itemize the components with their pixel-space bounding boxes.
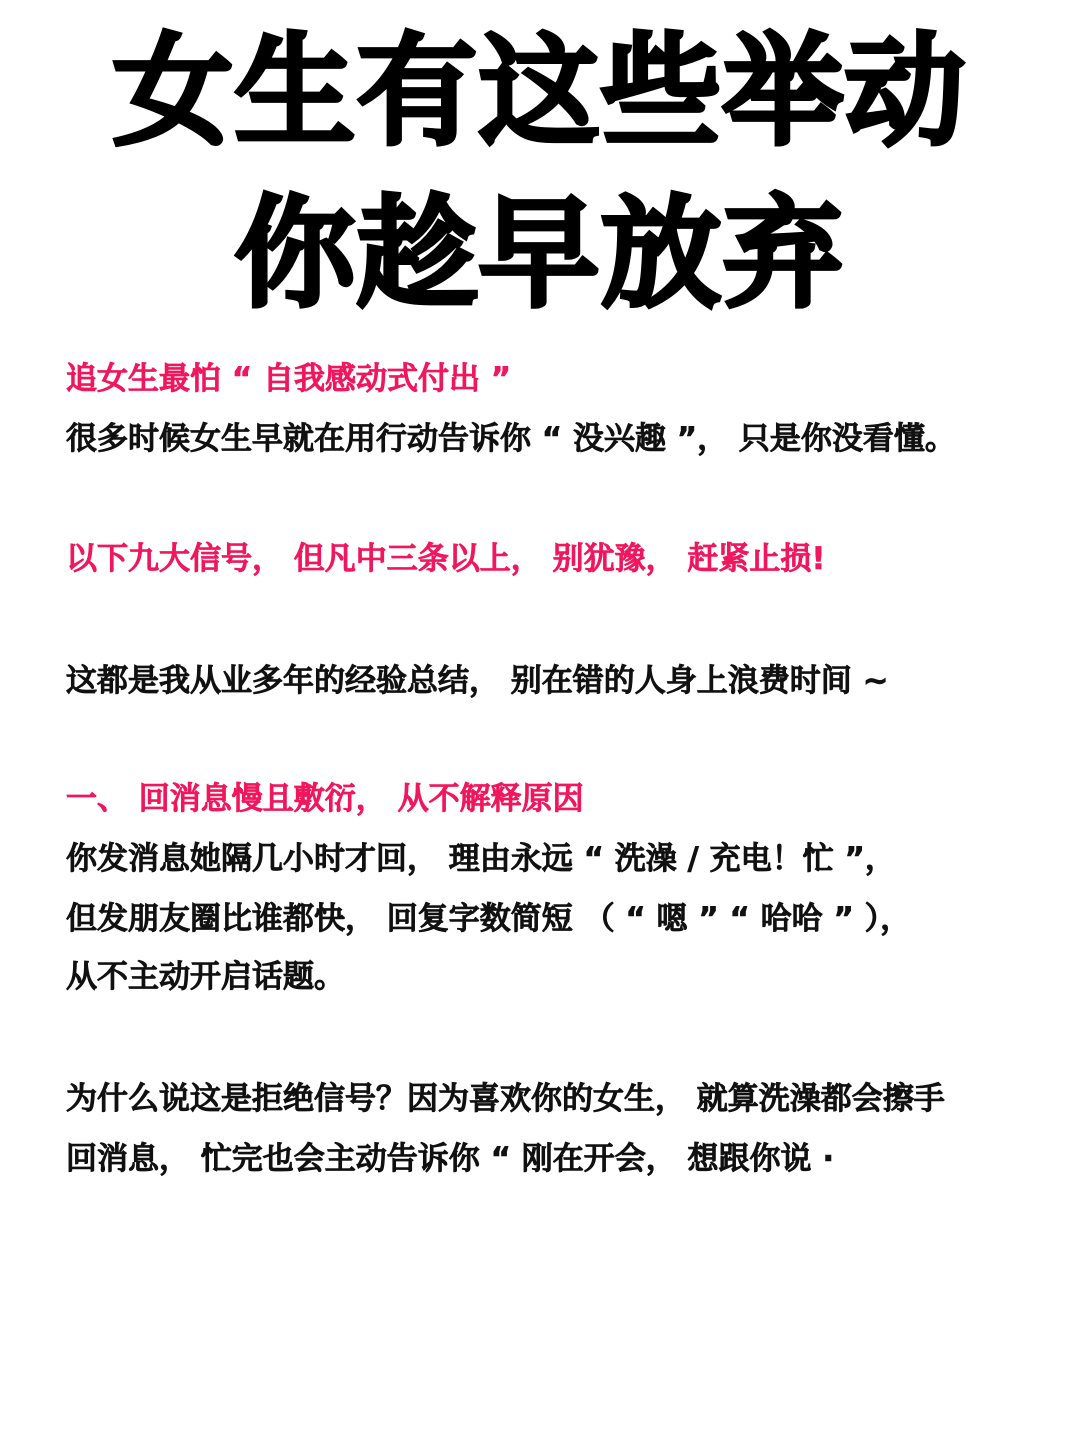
page-title-line-2: 你趁早放弃	[235, 185, 845, 324]
section-1-explanation-line-2: 回消息， 忙完也会主动告诉你 “ 刚在开会， 想跟你说 ·	[66, 1141, 835, 1177]
page-title-line-1: 女生有这些举动	[113, 23, 967, 162]
section-1-body-line-1: 你发消息她隔几小时才回， 理由永远 “ 洗澡 / 充电！忙 ”，	[66, 841, 896, 877]
section-1-heading: 一、 回消息慢且敷衍， 从不解释原因	[66, 781, 584, 817]
experience-note: 这都是我从业多年的经验总结， 别在错的人身上浪费时间 ~	[66, 663, 889, 699]
intro-heading: 追女生最怕 “ 自我感动式付出 ”	[66, 361, 512, 397]
signals-notice: 以下九大信号， 但凡中三条以上， 别犹豫， 赶紧止损!	[66, 541, 826, 577]
intro-body: 很多时候女生早就在用行动告诉你 “ 没兴趣 ”， 只是你没看懂。	[66, 421, 956, 457]
section-1-explanation-line-1: 为什么说这是拒绝信号？因为喜欢你的女生， 就算洗澡都会擦手	[66, 1081, 945, 1117]
section-1-body-line-3: 从不主动开启话题。	[66, 959, 345, 995]
section-1-body-line-2: 但发朋友圈比谁都快， 回复字数简短 （ “ 嗯 ” “ 哈哈 ” ），	[66, 901, 912, 937]
